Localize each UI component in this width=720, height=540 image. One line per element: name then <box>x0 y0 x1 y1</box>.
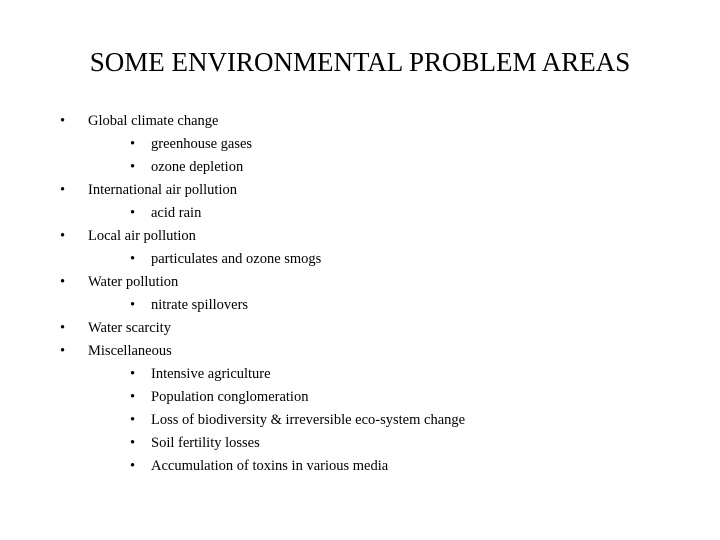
list-item <box>0 317 720 340</box>
list-item-text: Miscellaneous <box>88 343 172 359</box>
sub-bullet-icon: • <box>130 412 136 428</box>
sub-list-item <box>0 363 720 386</box>
sub-bullet-icon: • <box>130 251 136 267</box>
bullet-icon: • <box>60 113 66 129</box>
bullet-icon: • <box>60 228 66 244</box>
list-item-text: Local air pollution <box>88 228 196 244</box>
sub-bullet-icon: • <box>130 366 136 382</box>
sub-list-item <box>0 133 720 156</box>
sub-bullet-icon: • <box>130 297 136 313</box>
sub-list-item <box>0 248 720 271</box>
list-item-text: Water pollution <box>88 274 179 290</box>
sub-list-item <box>0 156 720 179</box>
sub-list-item <box>0 202 720 225</box>
sub-list-item <box>0 294 720 317</box>
bullet-icon: • <box>60 320 66 336</box>
sub-bullet-icon: • <box>130 136 136 152</box>
sub-list-item-text: Soil fertility losses <box>151 435 260 451</box>
sub-bullet-icon: • <box>130 159 136 175</box>
sub-list-item <box>0 432 720 455</box>
sub-bullet-icon: • <box>130 389 136 405</box>
sub-list-item-text: Accumulation of toxins in various media <box>151 458 389 474</box>
sub-list-item-text: ozone depletion <box>151 159 244 175</box>
list-item <box>0 340 720 363</box>
sub-list-item-text: acid rain <box>151 205 202 221</box>
sub-bullet-icon: • <box>130 458 136 474</box>
list-item-text: Global climate change <box>88 113 219 129</box>
sub-list-item-text: particulates and ozone smogs <box>151 251 322 267</box>
slide-title: SOME ENVIRONMENTAL PROBLEM AREAS <box>89 47 631 77</box>
bullet-icon: • <box>60 182 66 198</box>
bullet-icon: • <box>60 274 66 290</box>
sub-list-item <box>0 409 720 432</box>
list-item-text: Water scarcity <box>88 320 171 336</box>
list-item <box>0 110 720 133</box>
list-item <box>0 271 720 294</box>
sub-list-item <box>0 455 720 478</box>
bullet-list <box>0 110 720 478</box>
sub-bullet-icon: • <box>130 435 136 451</box>
list-item <box>0 225 720 248</box>
sub-list-item <box>0 386 720 409</box>
bullet-icon: • <box>60 343 66 359</box>
list-item <box>0 179 720 202</box>
sub-bullet-icon: • <box>130 205 136 221</box>
sub-list-item-text: nitrate spillovers <box>151 297 249 313</box>
sub-list-item-text: Loss of biodiversity & irreversible eco-system change <box>151 412 466 428</box>
sub-list-item-text: Population conglomeration <box>151 389 309 405</box>
sub-list-item-text: greenhouse gases <box>151 136 253 152</box>
sub-list-item-text: Intensive agriculture <box>151 366 271 382</box>
list-item-text: International air pollution <box>88 182 237 198</box>
